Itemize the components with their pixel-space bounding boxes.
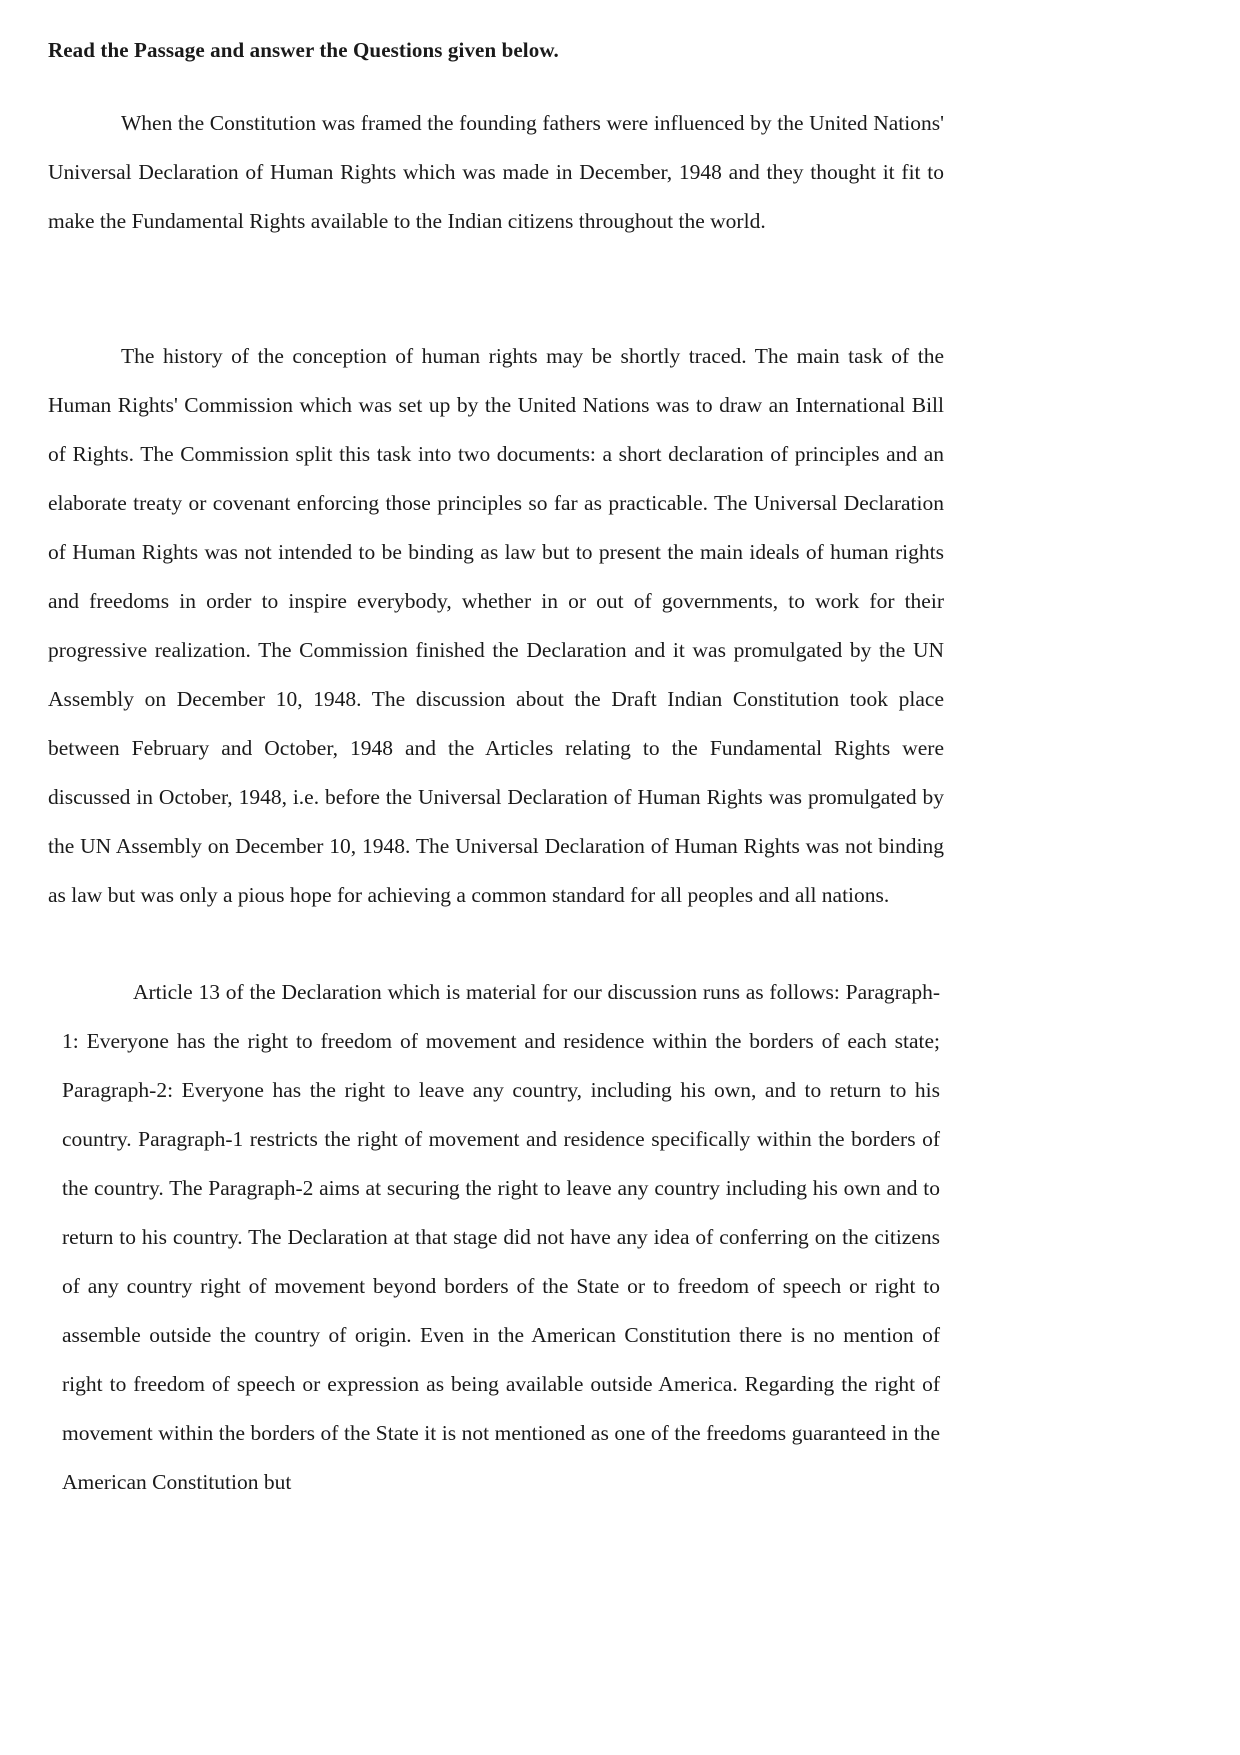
paragraph-3: Article 13 of the Declaration which is material for our discussion runs as follows: Paragraph-1: Everyone has the right to freedom of movement and residence within the borders of each state; Paragraph-2: Everyone has the right to leave any country, including his own, and to return to his country. Paragraph-1 restricts the right of movement and residence specifically within the borders of the country. The Paragraph-2 aims at securing the right to leave any country including his own and to return to his country. The Declaration at that stage did not have any idea of conferring on the citizens of any country right of movement beyond borders of the State or to freedom of speech or right to assemble outside the country of origin. Even in the American Constitution there is no mention of right to freedom of speech or expression as being available outside America. Regarding the right of movement within the borders of the State it is not mentioned as one of the freedoms guaranteed in the American Constitution but (62, 980, 940, 1494)
paragraph-2: The history of the conception of human rights may be shortly traced. The main task of the Human Rights' Commission which was set up by the United Nations was to draw an International Bill of Rights. The Commission split this task into two documents: a short declaration of principles and an elaborate treaty or covenant enforcing those principles so far as practicable. The Universal Declaration of Human Rights was not intended to be binding as law but to present the main ideals of human rights and freedoms in order to inspire everybody, whether in or out of governments, to work for their progressive realization. The Commission finished the Declaration and it was promulgated by the UN Assembly on December 10, 1948. The discussion about the Draft Indian Constitution took place between February and October, 1948 and the Articles relating to the Fundamental Rights were discussed in October, 1948, i.e. before the Universal Declaration of Human Rights was promulgated by the UN Assembly on December 10, 1948. The Universal Declaration of Human Rights was not binding as law but was only a pious hope for achieving a common standard for all peoples and all nations. (48, 344, 944, 907)
passage-heading: Read the Passage and answer the Questions given below. (48, 38, 559, 62)
paragraph-1: When the Constitution was framed the founding fathers were influenced by the United Nations' Universal Declaration of Human Rights which was made in December, 1948 and they thought it fit to make the Fundamental Rights available to the Indian citizens throughout the world. (48, 111, 944, 233)
